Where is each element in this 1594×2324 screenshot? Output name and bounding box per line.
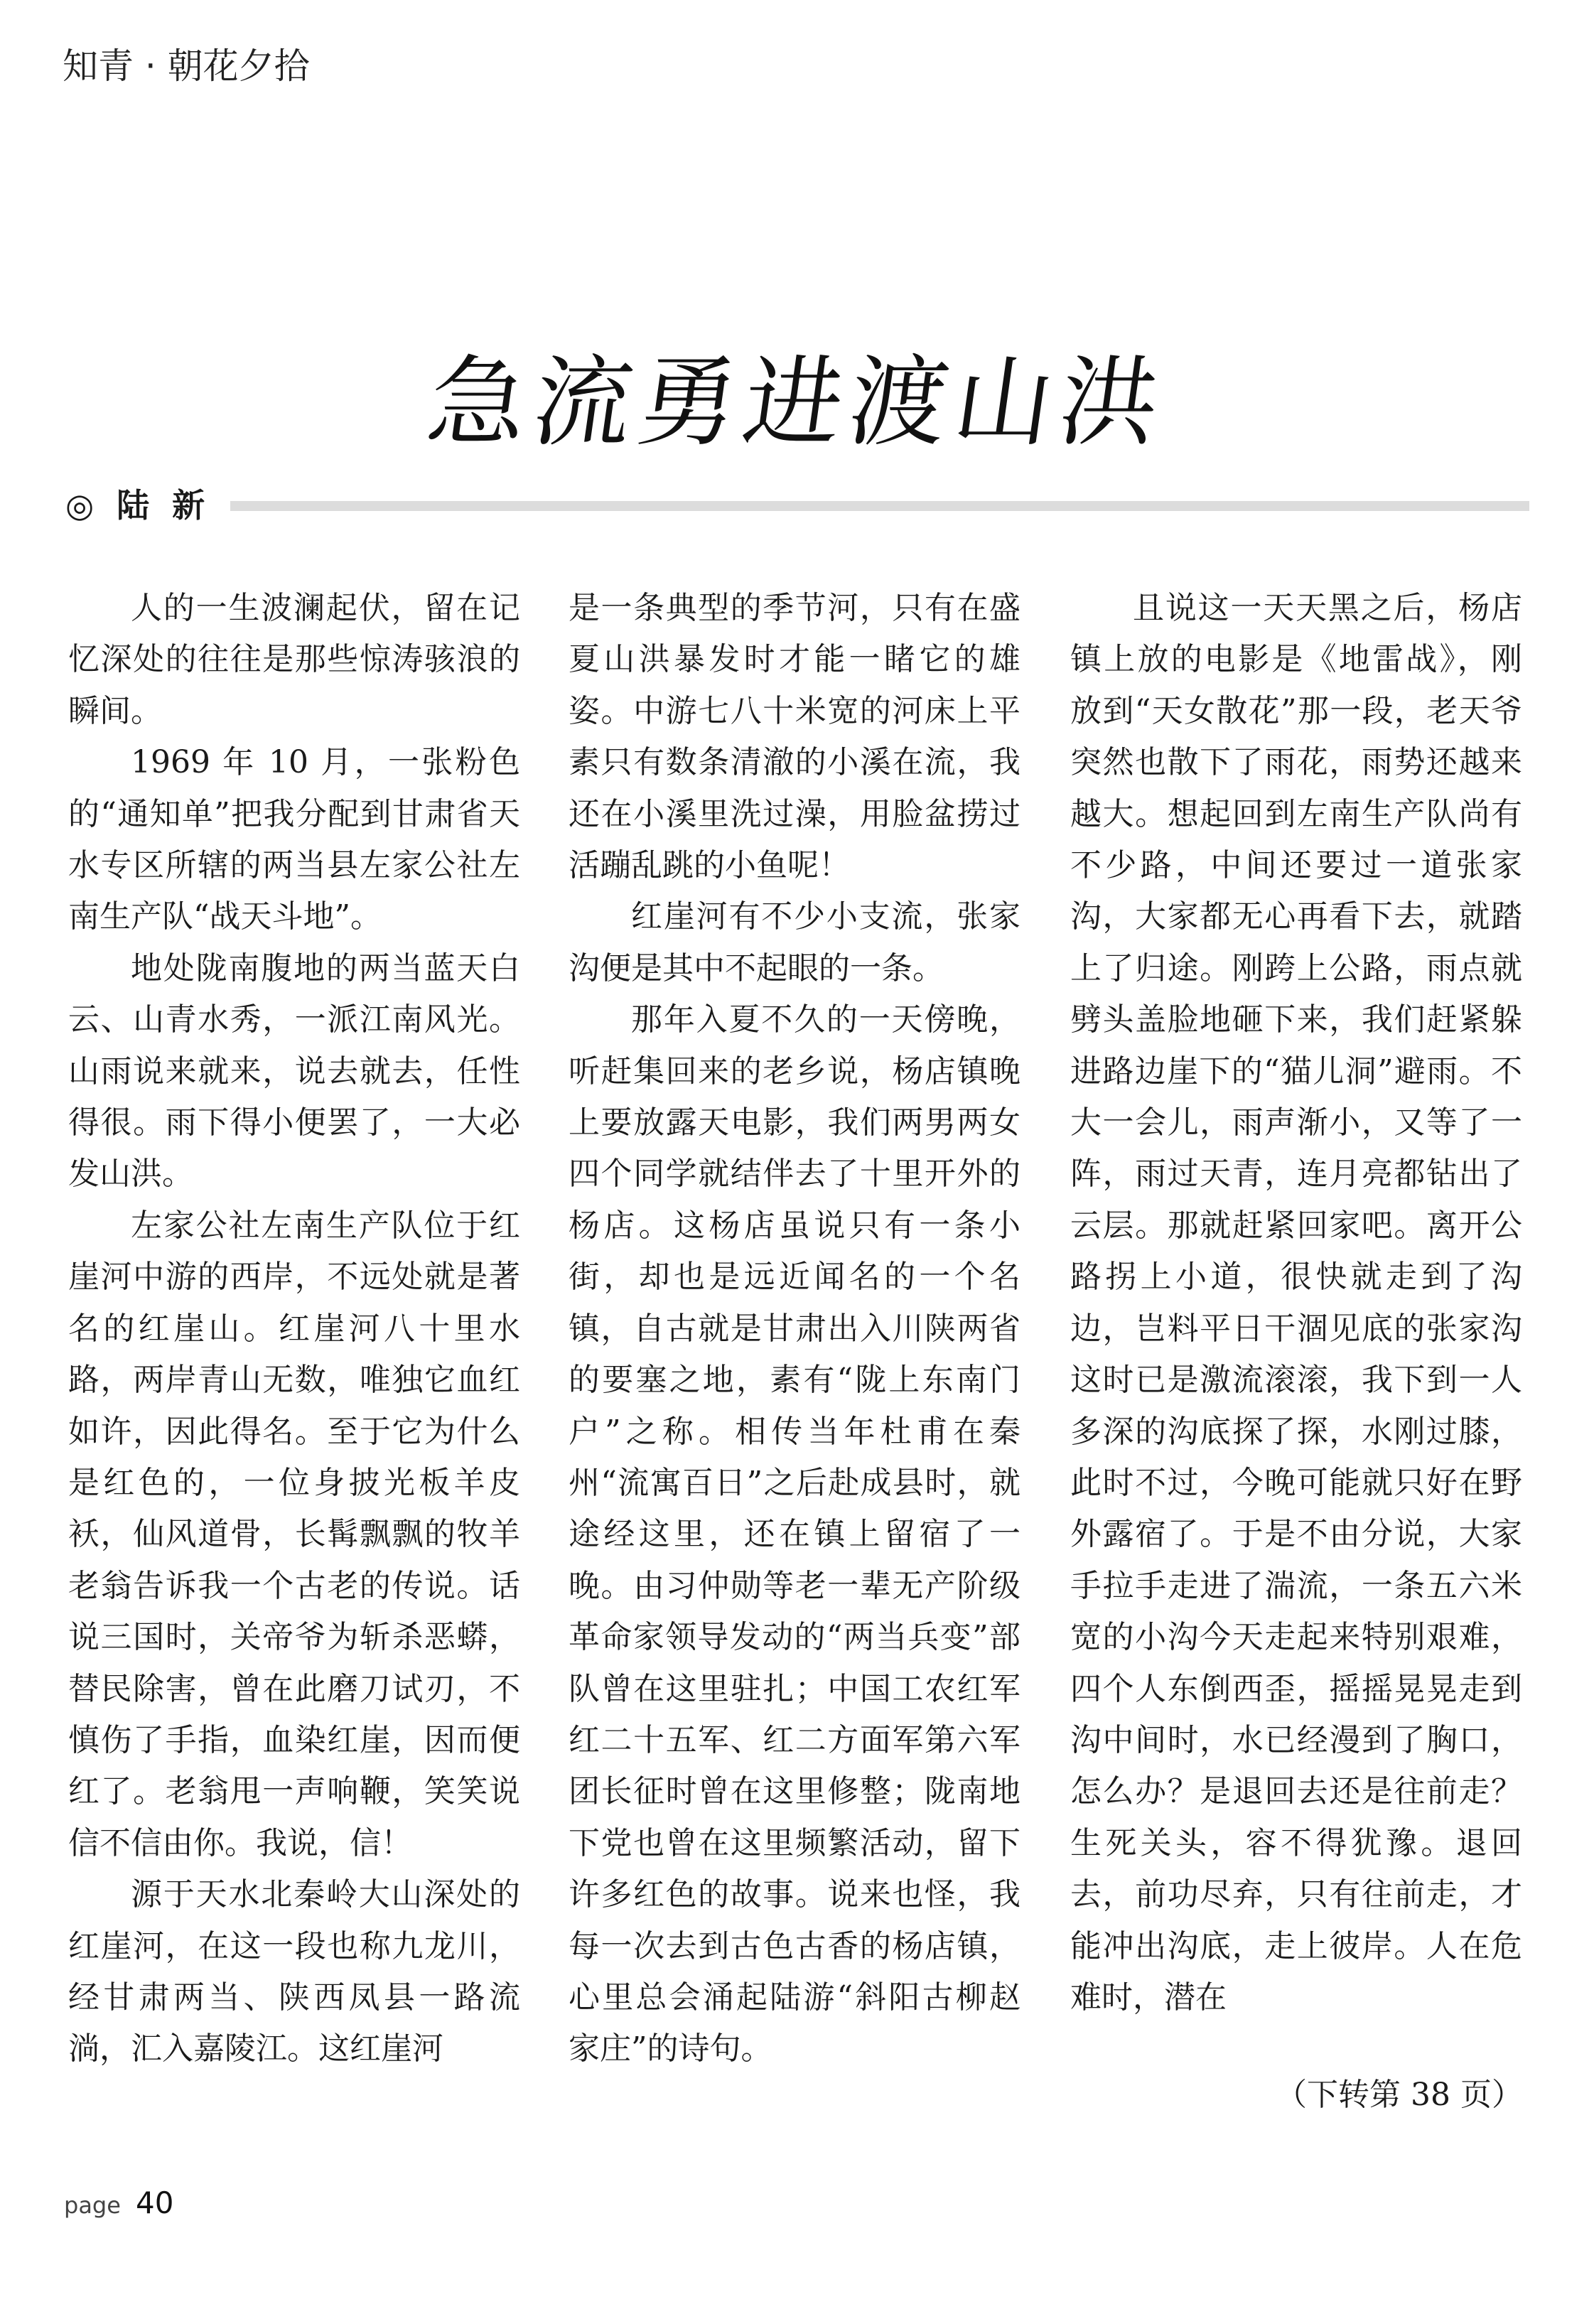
paragraph: 是一条典型的季节河，只有在盛夏山洪暴发时才能一睹它的雄姿。中游七八十米宽的河床上平素只有数条清澈的小溪在流，我还在小溪里洗过澡，用脸盆捞过活蹦乱跳的小鱼呢！ — [569, 590, 1021, 884]
paragraph: 人的一生波澜起伏，留在记忆深处的往往是那些惊涛骇浪的瞬间。 — [68, 590, 520, 729]
page-label: page — [64, 2192, 121, 2219]
byline-row — [65, 480, 1529, 530]
page-footer — [64, 2182, 173, 2225]
continued-on-page-note: （下转第 38 页） — [1276, 2077, 1523, 2113]
page-number: 40 — [136, 2185, 174, 2220]
paragraph: 源于天水北秦岭大山深处的红崖河，在这一段也称九龙川，经甘肃两当、陕西凤县一路流淌，汇入嘉陵江。这红崖河 — [68, 1876, 520, 2067]
paragraph: 1969 年 10 月，一张粉色的“通知单”把我分配到甘肃省天水专区所辖的两当县左家公社左南生产队“战天斗地”。 — [68, 744, 520, 935]
paragraph: 左家公社左南生产队位于红崖河中游的西岸，不远处就是著名的红崖山。红崖河八十里水路，两岸青山无数，唯独它血红如许，因此得名。至于它为什么是红色的，一位身披光板羊皮袄，仙风道骨，长髯飘飘的牧羊老翁告诉我一个古老的传说。话说三国时，关帝爷为斩杀恶蟒，替民除害，曾在此磨刀试刃，不慎伤了手指，血染红崖，因而便红了。老翁甩一声响鞭，笑笑说信不信由你。我说，信！ — [68, 1207, 520, 1861]
paragraph: 且说这一天天黑之后，杨店镇上放的电影是《地雷战》，刚放到“天女散花”那一段，老天爷突然也散下了雨花，雨势还越来越大。想起回到左南生产队尚有不少路，中间还要过一道张家沟，大家都无心再看下去，就踏上了归途。刚跨上公路，雨点就劈头盖脸地砸下来，我们赶紧躲进路边崖下的“猫儿洞”避雨。不大一会儿，雨声渐小，又等了一阵，雨过天青，连月亮都钻出了云层。那就赶紧回家吧。离开公路拐上小道，很快就走到了沟边，岂料平日干涸见底的张家沟这时已是激流滚滚，我下到一人多深的沟底探了探，水刚过膝，此时不过，今晚可能就只好在野外露宿了。于是不由分说，大家手拉手走进了湍流，一条五六米宽的小沟今天走起来特别艰难，四个人东倒西歪，摇摇晃晃走到沟中间时，水已经漫到了胸口，怎么办？是退回去还是往前走？生死关头，容不得犹豫。退回去，前功尽弃，只有往前走，才能冲出沟底，走上彼岸。人在危难时，潜在 — [1070, 590, 1522, 2016]
text-column-1 — [68, 583, 520, 2075]
text-column-2 — [569, 583, 1021, 2075]
paragraph: 那年入夏不久的一天傍晚，听赶集回来的老乡说，杨店镇晚上要放露天电影，我们两男两女四个同学就结伴去了十里开外的杨店。这杨店虽说只有一条小街，却也是远近闻名的一个名镇，自古就是甘肃出入川陕两省的要塞之地，素有“陇上东南门户”之称。相传当年杜甫在秦州“流寓百日”之后赴成县时，就途经这里，还在镇上留宿了一晚。由习仲勋等老一辈无产阶级革命家领导发动的“两当兵变”部队曾在这里驻扎；中国工农红军红二十五军、红二方面军第六军团长征时曾在这里修整；陇南地下党也曾在这里频繁活动，留下许多红色的故事。说来也怪，我每一次去到古色古香的杨店镇，心里总会涌起陆游“斜阳古柳赵家庄”的诗句。 — [569, 1001, 1021, 2067]
article-title: 急流勇进渡山洪 — [421, 345, 1173, 461]
author-byline: ◎ 陆 新 — [65, 486, 211, 524]
section-label: 知青 · 朝花夕拾 — [63, 45, 310, 87]
paragraph: 地处陇南腹地的两当蓝天白云、山青水秀，一派江南风光。山雨说来就来，说去就去，任性得很。雨下得小便罢了，一大必发山洪。 — [68, 949, 520, 1193]
paragraph: 红崖河有不少小支流，张家沟便是其中不起眼的一条。 — [569, 898, 1021, 986]
text-column-3 — [1070, 583, 1522, 2023]
byline-divider — [230, 501, 1529, 511]
